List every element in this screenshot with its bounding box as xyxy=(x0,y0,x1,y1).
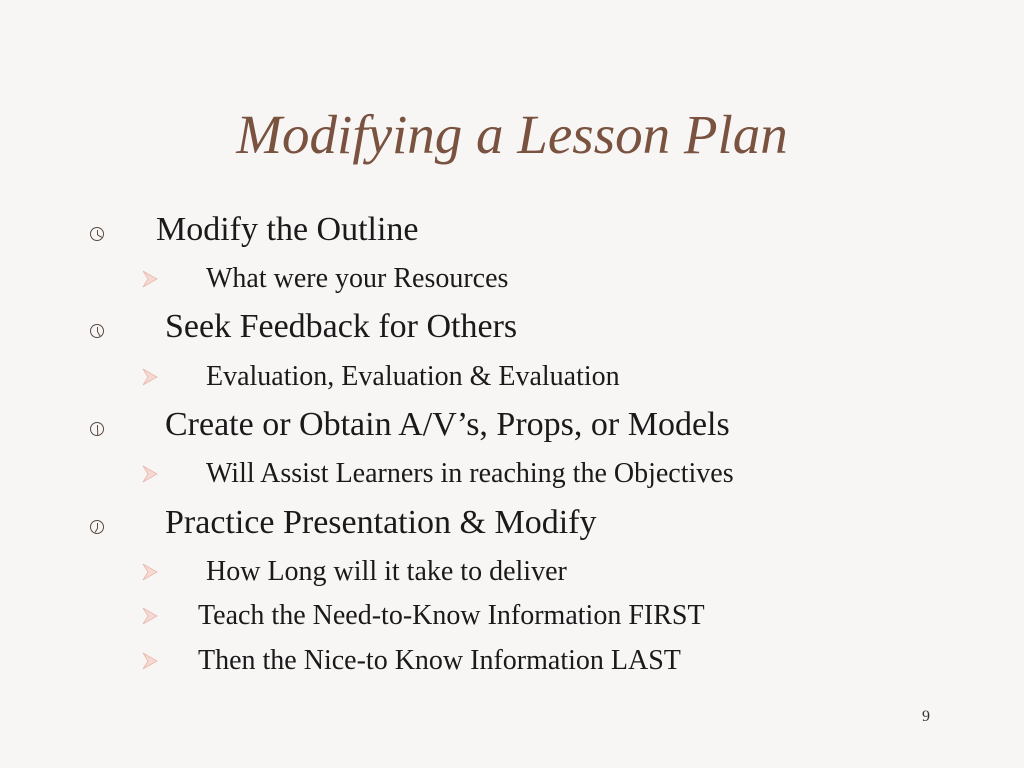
sub-bullet-label: What were your Resources xyxy=(206,263,509,294)
sub-bullet-label: Will Assist Learners in reaching the Objectives xyxy=(206,458,734,489)
arrow-bullet-icon xyxy=(142,270,158,288)
clock-icon xyxy=(90,520,104,534)
sub-bullet-label: Evaluation, Evaluation & Evaluation xyxy=(206,361,620,392)
bullet-label: Create or Obtain A/V’s, Props, or Models xyxy=(165,406,730,443)
sub-bullet-label: Then the Nice-to Know Information LAST xyxy=(198,645,681,676)
page-number: 9 xyxy=(922,708,930,725)
clock-icon xyxy=(90,227,104,241)
sub-bullet-label: Teach the Need-to-Know Information FIRST xyxy=(198,600,705,631)
slide-title: Modifying a Lesson Plan xyxy=(236,104,788,165)
arrow-bullet-icon xyxy=(142,607,158,625)
arrow-bullet-icon xyxy=(142,465,158,483)
clock-icon xyxy=(90,422,104,436)
clock-icon xyxy=(90,324,104,338)
arrow-bullet-icon xyxy=(142,563,158,581)
bullet-label: Modify the Outline xyxy=(156,211,419,248)
arrow-bullet-icon xyxy=(142,652,158,670)
bullet-label: Seek Feedback for Others xyxy=(165,308,518,345)
arrow-bullet-icon xyxy=(142,368,158,386)
sub-bullet-label: How Long will it take to deliver xyxy=(206,556,567,587)
bullet-label: Practice Presentation & Modify xyxy=(165,504,597,541)
